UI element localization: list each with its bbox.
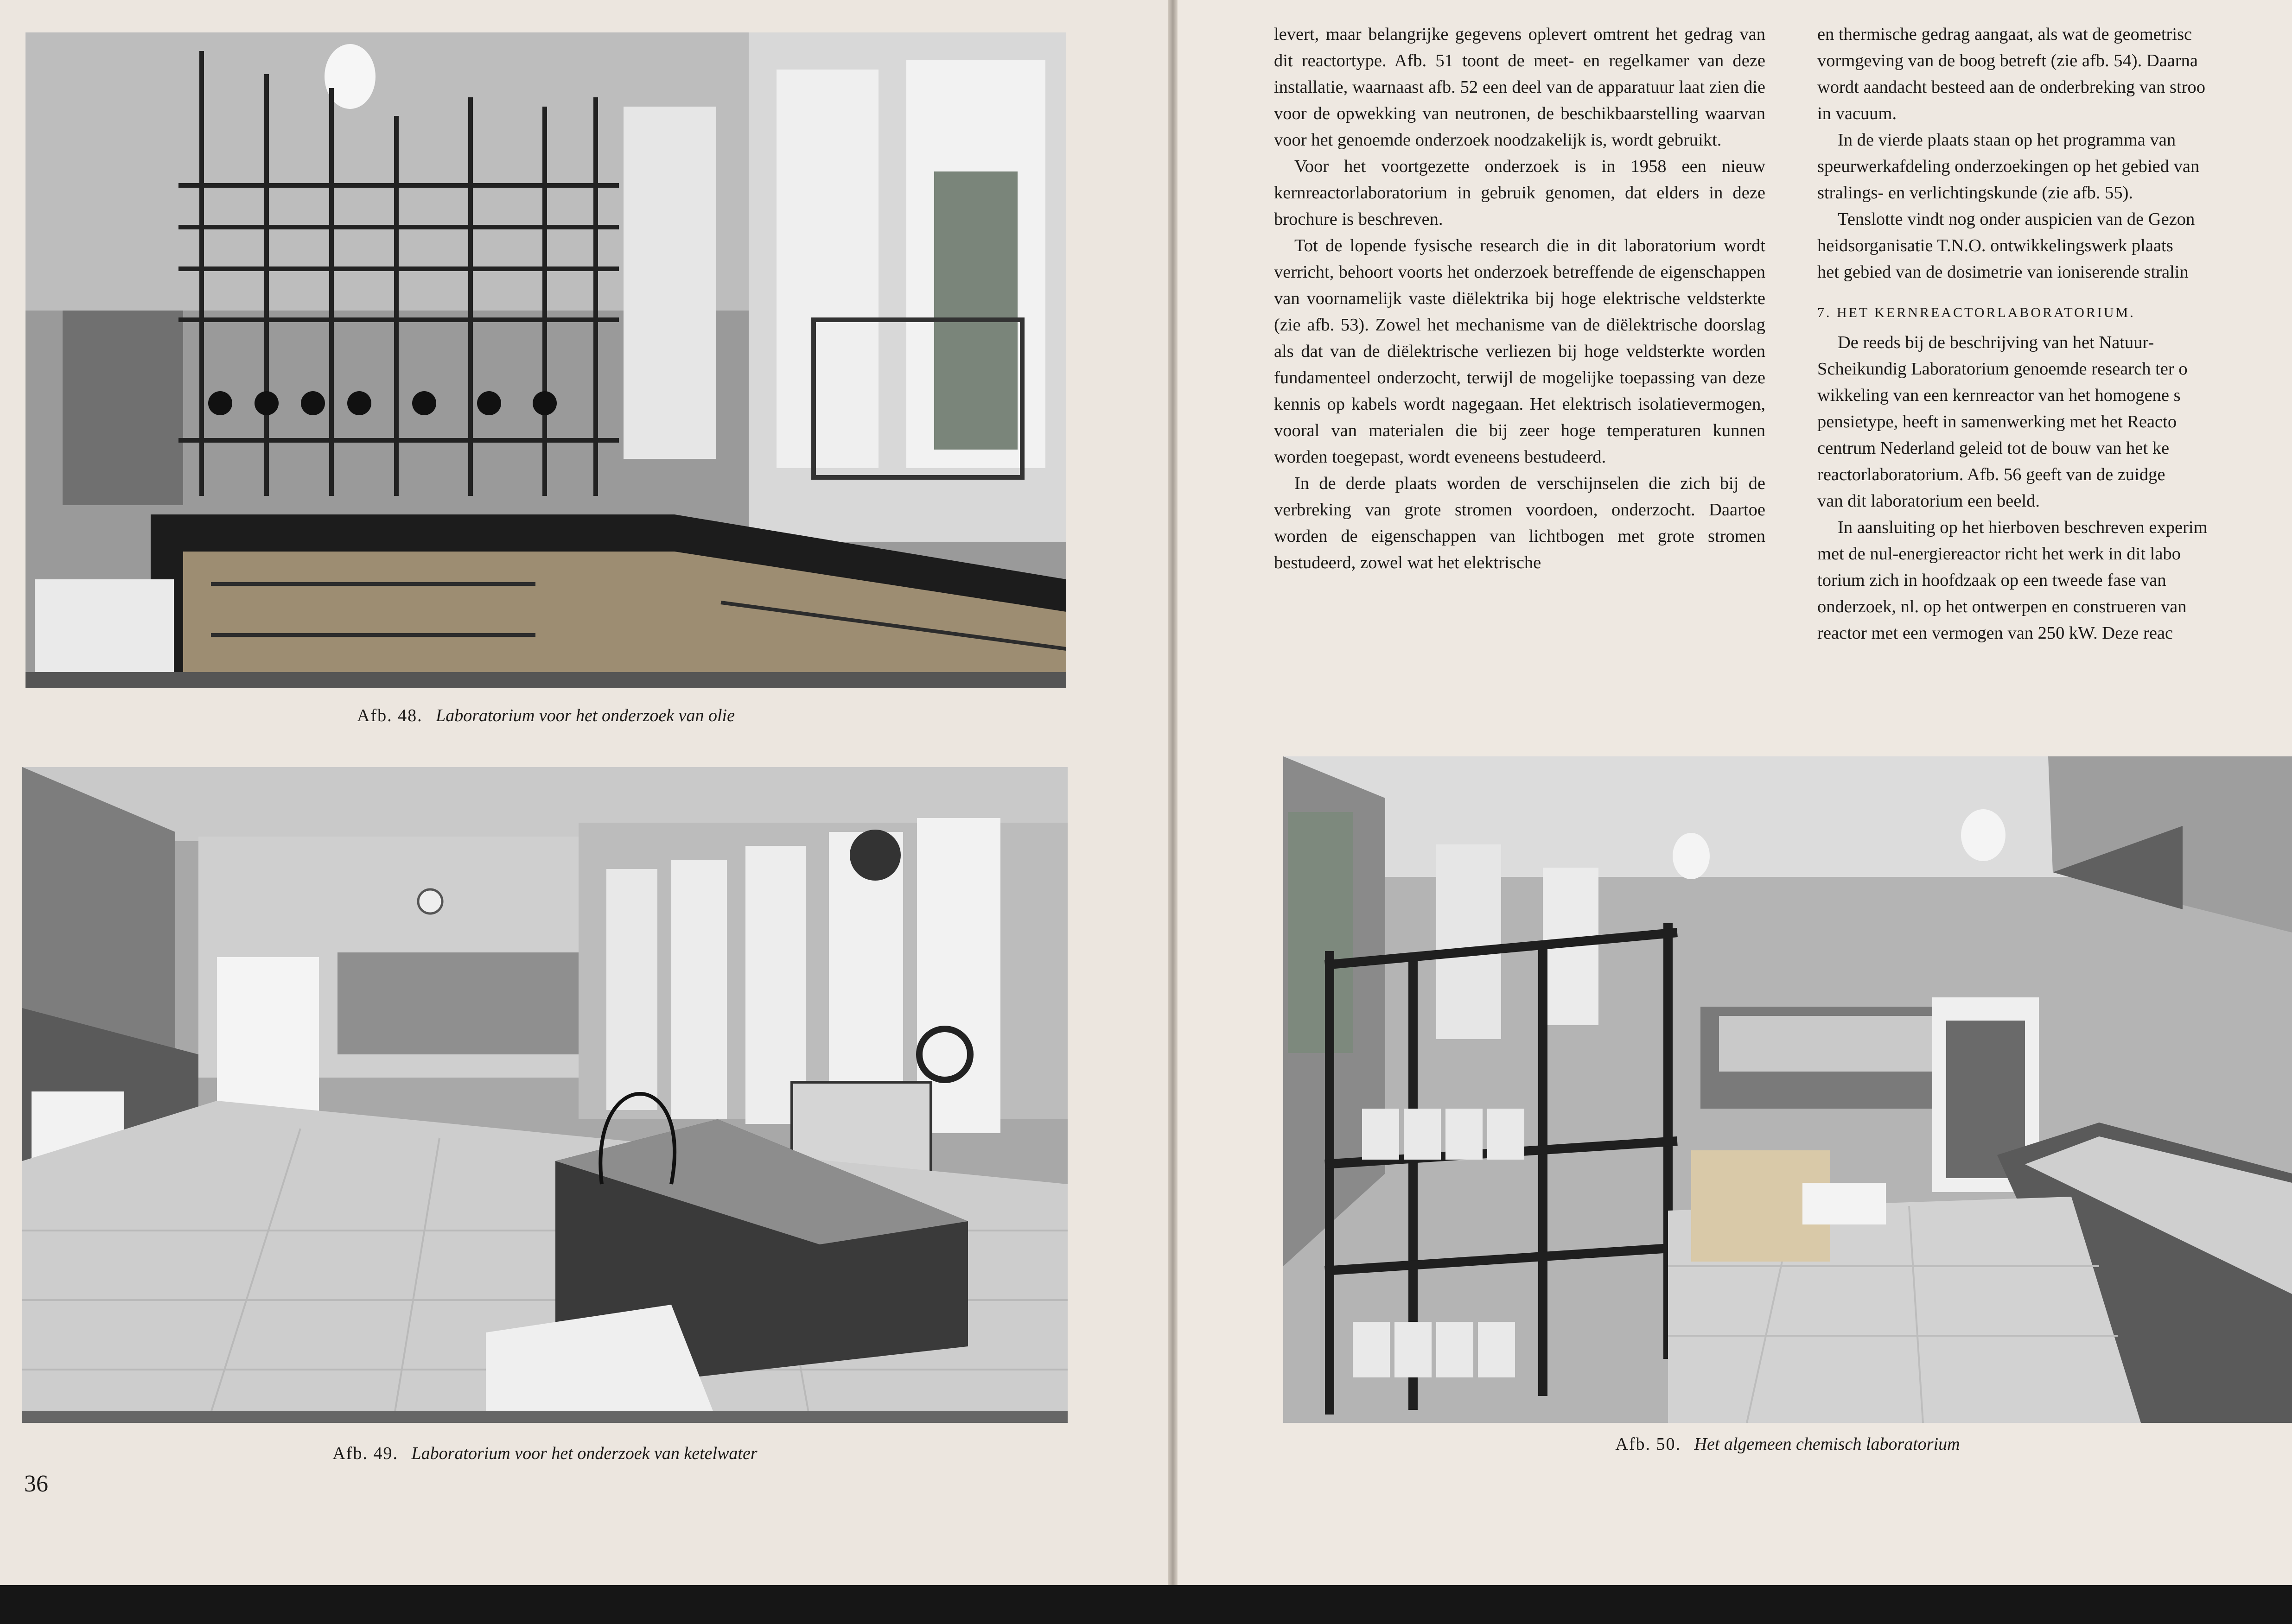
figure-caption-48 — [25, 705, 1066, 726]
text-line: Tenslotte vindt nog onder auspicien van de Gezon — [1838, 209, 2195, 229]
text-line: onderzoek, nl. op het ontwerpen en construeren van — [1817, 597, 2187, 616]
section-heading: 7. HET KERNREACTORLABORATORIUM. — [1817, 305, 2135, 320]
photo-boiler-water-laboratory — [22, 767, 1068, 1423]
photo-chemical-laboratory — [1283, 756, 2292, 1423]
text-line: het gebied van de dosimetrie van ioniserende stralin — [1817, 262, 2189, 282]
figure-title: Laboratorium voor het onderzoek van ketelwater — [411, 1444, 758, 1463]
text-line: vormgeving van de boog betreft (zie afb. 54). Daarna — [1817, 51, 2198, 70]
photo-oil-laboratory — [25, 32, 1066, 688]
text-line: heidsorganisatie T.N.O. ontwikkelingswerk plaats — [1817, 236, 2173, 255]
text-line: reactor met een vermogen van 250 kW. Deze reac — [1817, 623, 2173, 643]
right-page — [1178, 0, 2292, 1585]
figure-number: Afb. 48. — [357, 706, 423, 725]
text-line: in vacuum. — [1817, 104, 1897, 123]
page-number: 36 — [24, 1471, 48, 1497]
figure-caption-50 — [1283, 1434, 2292, 1454]
figure-number: Afb. 50. — [1615, 1434, 1681, 1454]
text-column-b — [1817, 21, 2292, 647]
paragraph: Voor het voortgezette onderzoek is in 1958 een nieuw kernreactorlaboratorium in gebruik genomen, dat elders in deze brochure is beschreven. — [1274, 157, 1765, 229]
text-line: stralings- en verlichtingskunde (zie afb. 55). — [1817, 183, 2133, 203]
paragraph: levert, maar belangrijke gegevens oplevert omtrent het gedrag van dit reactortype. Afb. 51 toont de meet- en regelkamer van deze installatie, waarnaast afb. 52 een deel van de apparatuur laat zien die voor de opwekking van neutronen, de beschikbaarstelling waarvan voor het genoemde onderzoek noodzakelijk is, wordt gebruikt. — [1274, 25, 1765, 150]
text-line: pensietype, heeft in samenwerking met het Reacto — [1817, 412, 2177, 431]
paragraph: Tot de lopende fysische research die in dit laboratorium wordt verricht, behoort voorts het onderzoek betreffende de eigenschappen van voornamelijk vaste diëlektrika bij hoge elektrische veldsterkte (zie afb. 53). Zowel het mechanisme van de diëlektrische doorslag als dat van de diëlektrische verliezen bij hoge veldsterkte worden fundamenteel onderzocht, terwijl de mogelijke toepassing van deze kennis op kabels wordt nagegaan. Het elektrisch isolatievermogen, vooral van materialen die bij zeer hoge temperaturen kunnen worden toegepast, wordt eveneens bestudeerd. — [1274, 236, 1765, 467]
text-line: en thermische gedrag aangaat, als wat de geometrisc — [1817, 25, 2192, 44]
text-line: In aansluiting op het hierboven beschreven experim — [1838, 518, 2208, 537]
figure-number: Afb. 49. — [332, 1444, 398, 1463]
text-line: van dit laboratorium een beeld. — [1817, 491, 2040, 511]
text-column-a — [1274, 21, 1765, 576]
text-line: met de nul-energiereactor richt het werk in dit labo — [1817, 544, 2181, 564]
text-line: centrum Nederland geleid tot de bouw van het ke — [1817, 438, 2170, 458]
figure-title: Laboratorium voor het onderzoek van olie — [436, 706, 735, 725]
paragraph: In de derde plaats worden de verschijnselen die zich bij de verbreking van grote stromen voordoen, onderzocht. Daartoe worden de eigenschappen van lichtbogen met grote stromen bestudeerd, zowel wat het elektrische — [1274, 474, 1765, 572]
book-gutter — [1168, 0, 1178, 1585]
text-line: speurwerkafdeling onderzoekingen op het gebied van — [1817, 157, 2200, 176]
text-line: Scheikundig Laboratorium genoemde research ter o — [1817, 359, 2188, 379]
figure-caption-49 — [22, 1443, 1068, 1464]
text-line: reactorlaboratorium. Afb. 56 geeft van de zuidge — [1817, 465, 2165, 484]
text-line: wikkeling van een kernreactor van het homogene s — [1817, 386, 2181, 405]
text-line: torium zich in hoofdzaak op een tweede fase van — [1817, 571, 2166, 590]
text-line: De reeds bij de beschrijving van het Natuur- — [1838, 333, 2154, 352]
left-page — [0, 0, 1168, 1585]
background-strip — [0, 1585, 2292, 1624]
figure-title: Het algemeen chemisch laboratorium — [1694, 1434, 1960, 1454]
text-line: In de vierde plaats staan op het programma van — [1838, 130, 2176, 150]
text-line: wordt aandacht besteed aan de onderbreking van stroo — [1817, 77, 2206, 97]
